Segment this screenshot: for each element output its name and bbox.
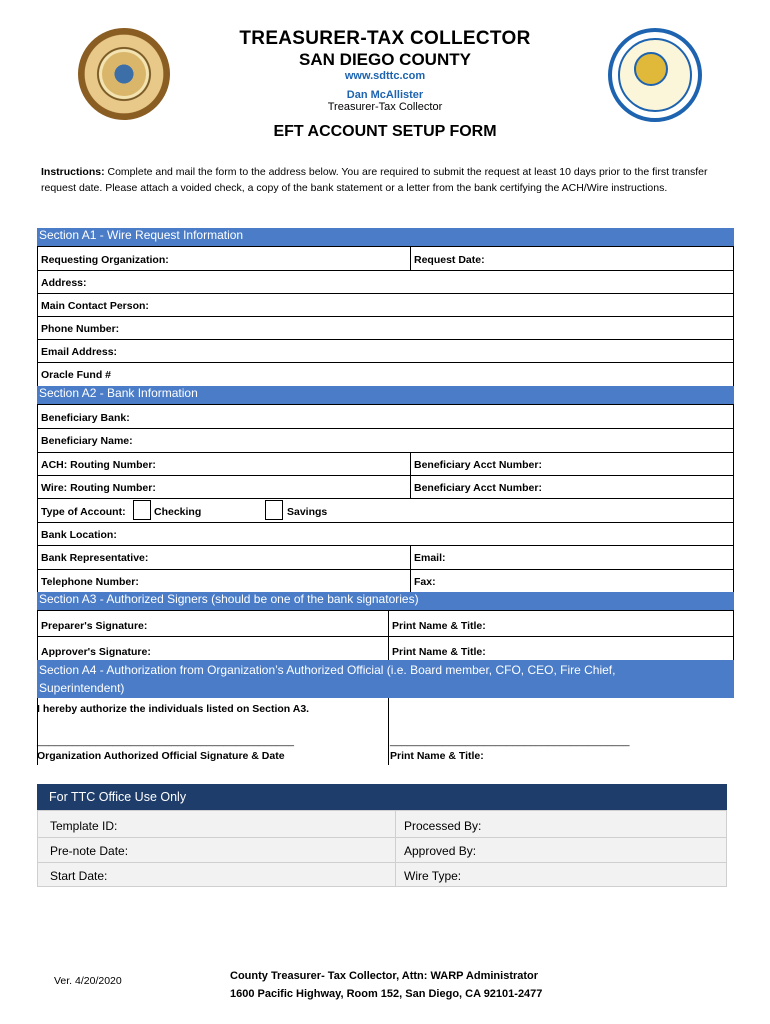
ach-routing-field[interactable]: ACH: Routing Number:	[41, 459, 156, 471]
account-type-label: Type of Account:	[41, 506, 126, 518]
savings-label: Savings	[287, 506, 328, 518]
section-a4-header	[37, 660, 734, 698]
official-name: Dan McAllister	[346, 89, 424, 101]
section-a4-title-line2: Superintendent)	[39, 681, 125, 695]
row-divider	[37, 339, 733, 340]
official-signature-label: Organization Authorized Official Signature & Date	[37, 750, 285, 762]
row-divider	[37, 293, 733, 294]
prenote-date-field[interactable]: Pre-note Date:	[50, 844, 129, 858]
bank-rep-field[interactable]: Bank Representative:	[41, 552, 149, 564]
approved-by-field[interactable]: Approved By:	[404, 844, 477, 858]
col-divider	[388, 698, 389, 765]
row-divider	[37, 362, 733, 363]
checking-checkbox[interactable]	[133, 500, 151, 520]
col-divider	[388, 610, 389, 660]
row-divider	[37, 404, 733, 405]
row-divider	[37, 545, 733, 546]
office-row-divider	[38, 837, 726, 838]
template-id-field[interactable]: Template ID:	[50, 819, 118, 833]
section-a3-header: Section A3 - Authorized Signers (should be one of the bank signatories)	[37, 592, 734, 610]
row-divider	[37, 636, 733, 637]
col-divider	[410, 246, 411, 270]
authorize-statement: I hereby authorize the individuals listed on Section A3.	[37, 703, 310, 715]
fax-field[interactable]: Fax:	[414, 576, 436, 588]
checking-label: Checking	[154, 506, 202, 518]
mailing-address-line1: County Treasurer- Tax Collector, Attn: WARP Administrator	[230, 970, 539, 982]
row-divider	[37, 475, 733, 476]
row-divider	[37, 452, 733, 453]
preparer-signature-field[interactable]: Preparer's Signature:	[41, 620, 148, 632]
wire-routing-field[interactable]: Wire: Routing Number:	[41, 482, 156, 494]
beneficiary-name-field[interactable]: Beneficiary Name:	[41, 435, 133, 447]
row-divider	[37, 498, 733, 499]
form-title: EFT ACCOUNT SETUP FORM	[273, 123, 497, 140]
bank-email-field[interactable]: Email:	[414, 552, 446, 564]
main-contact-field[interactable]: Main Contact Person:	[41, 300, 149, 312]
version-label: Ver. 4/20/2020	[54, 975, 122, 987]
section-a4-title-line1: Section A4 - Authorization from Organization’s Authorized Official (i.e. Board member, CFO, CEO, Fire Chief,	[39, 663, 616, 677]
approver-signature-field[interactable]: Approver's Signature:	[41, 646, 151, 658]
office-use-box	[37, 810, 727, 887]
instructions-label: Instructions:	[41, 166, 105, 178]
county-title: SAN DIEGO COUNTY	[299, 50, 471, 69]
office-col-divider	[395, 811, 396, 886]
approver-print-field[interactable]: Print Name & Title:	[392, 646, 486, 658]
office-use-header: For TTC Office Use Only	[37, 784, 727, 810]
savings-checkbox[interactable]	[265, 500, 283, 520]
mailing-address-line2: 1600 Pacific Highway, Room 152, San Diego, CA 92101-2477	[230, 988, 543, 1000]
row-divider	[37, 316, 733, 317]
address-field[interactable]: Address:	[41, 277, 87, 289]
official-title: Treasurer-Tax Collector	[327, 101, 443, 113]
start-date-field[interactable]: Start Date:	[50, 869, 108, 883]
beneficiary-bank-field[interactable]: Beneficiary Bank:	[41, 412, 130, 424]
form-frame-right	[733, 228, 734, 698]
official-print-label: Print Name & Title:	[390, 750, 484, 762]
wire-type-field[interactable]: Wire Type:	[404, 869, 462, 883]
ach-acct-field[interactable]: Beneficiary Acct Number:	[414, 459, 542, 471]
oracle-fund-field[interactable]: Oracle Fund #	[41, 369, 112, 381]
wire-acct-field[interactable]: Beneficiary Acct Number:	[414, 482, 542, 494]
instructions	[41, 164, 731, 196]
row-divider	[37, 610, 733, 611]
agency-title: TREASURER-TAX COLLECTOR	[239, 28, 531, 49]
website-link[interactable]: www.sdttc.com	[344, 70, 426, 82]
preparer-print-field[interactable]: Print Name & Title:	[392, 620, 486, 632]
instructions-text: Complete and mail the form to the address below. You are required to submit the request at least 10 days prior to the first transfer request date. Please attach a voided check, a copy of the bank statement or a letter from the bank certifying the ACH/Wire instructions.	[41, 166, 708, 194]
section-a1-header: Section A1 - Wire Request Information	[37, 228, 734, 246]
official-print-line[interactable]: _________________________________________	[390, 735, 630, 747]
row-divider	[37, 569, 733, 570]
requesting-org-field[interactable]: Requesting Organization:	[41, 254, 169, 266]
phone-field[interactable]: Phone Number:	[41, 323, 120, 335]
telephone-field[interactable]: Telephone Number:	[41, 576, 139, 588]
section-a2-header: Section A2 - Bank Information	[37, 386, 734, 404]
email-field[interactable]: Email Address:	[41, 346, 118, 358]
official-signature-line[interactable]: ____________________________________________	[37, 735, 294, 747]
request-date-field[interactable]: Request Date:	[414, 254, 485, 266]
office-row-divider	[38, 862, 726, 863]
row-divider	[37, 246, 733, 247]
row-divider	[37, 270, 733, 271]
row-divider	[37, 428, 733, 429]
row-divider	[37, 522, 733, 523]
processed-by-field[interactable]: Processed By:	[404, 819, 482, 833]
bank-location-field[interactable]: Bank Location:	[41, 529, 117, 541]
